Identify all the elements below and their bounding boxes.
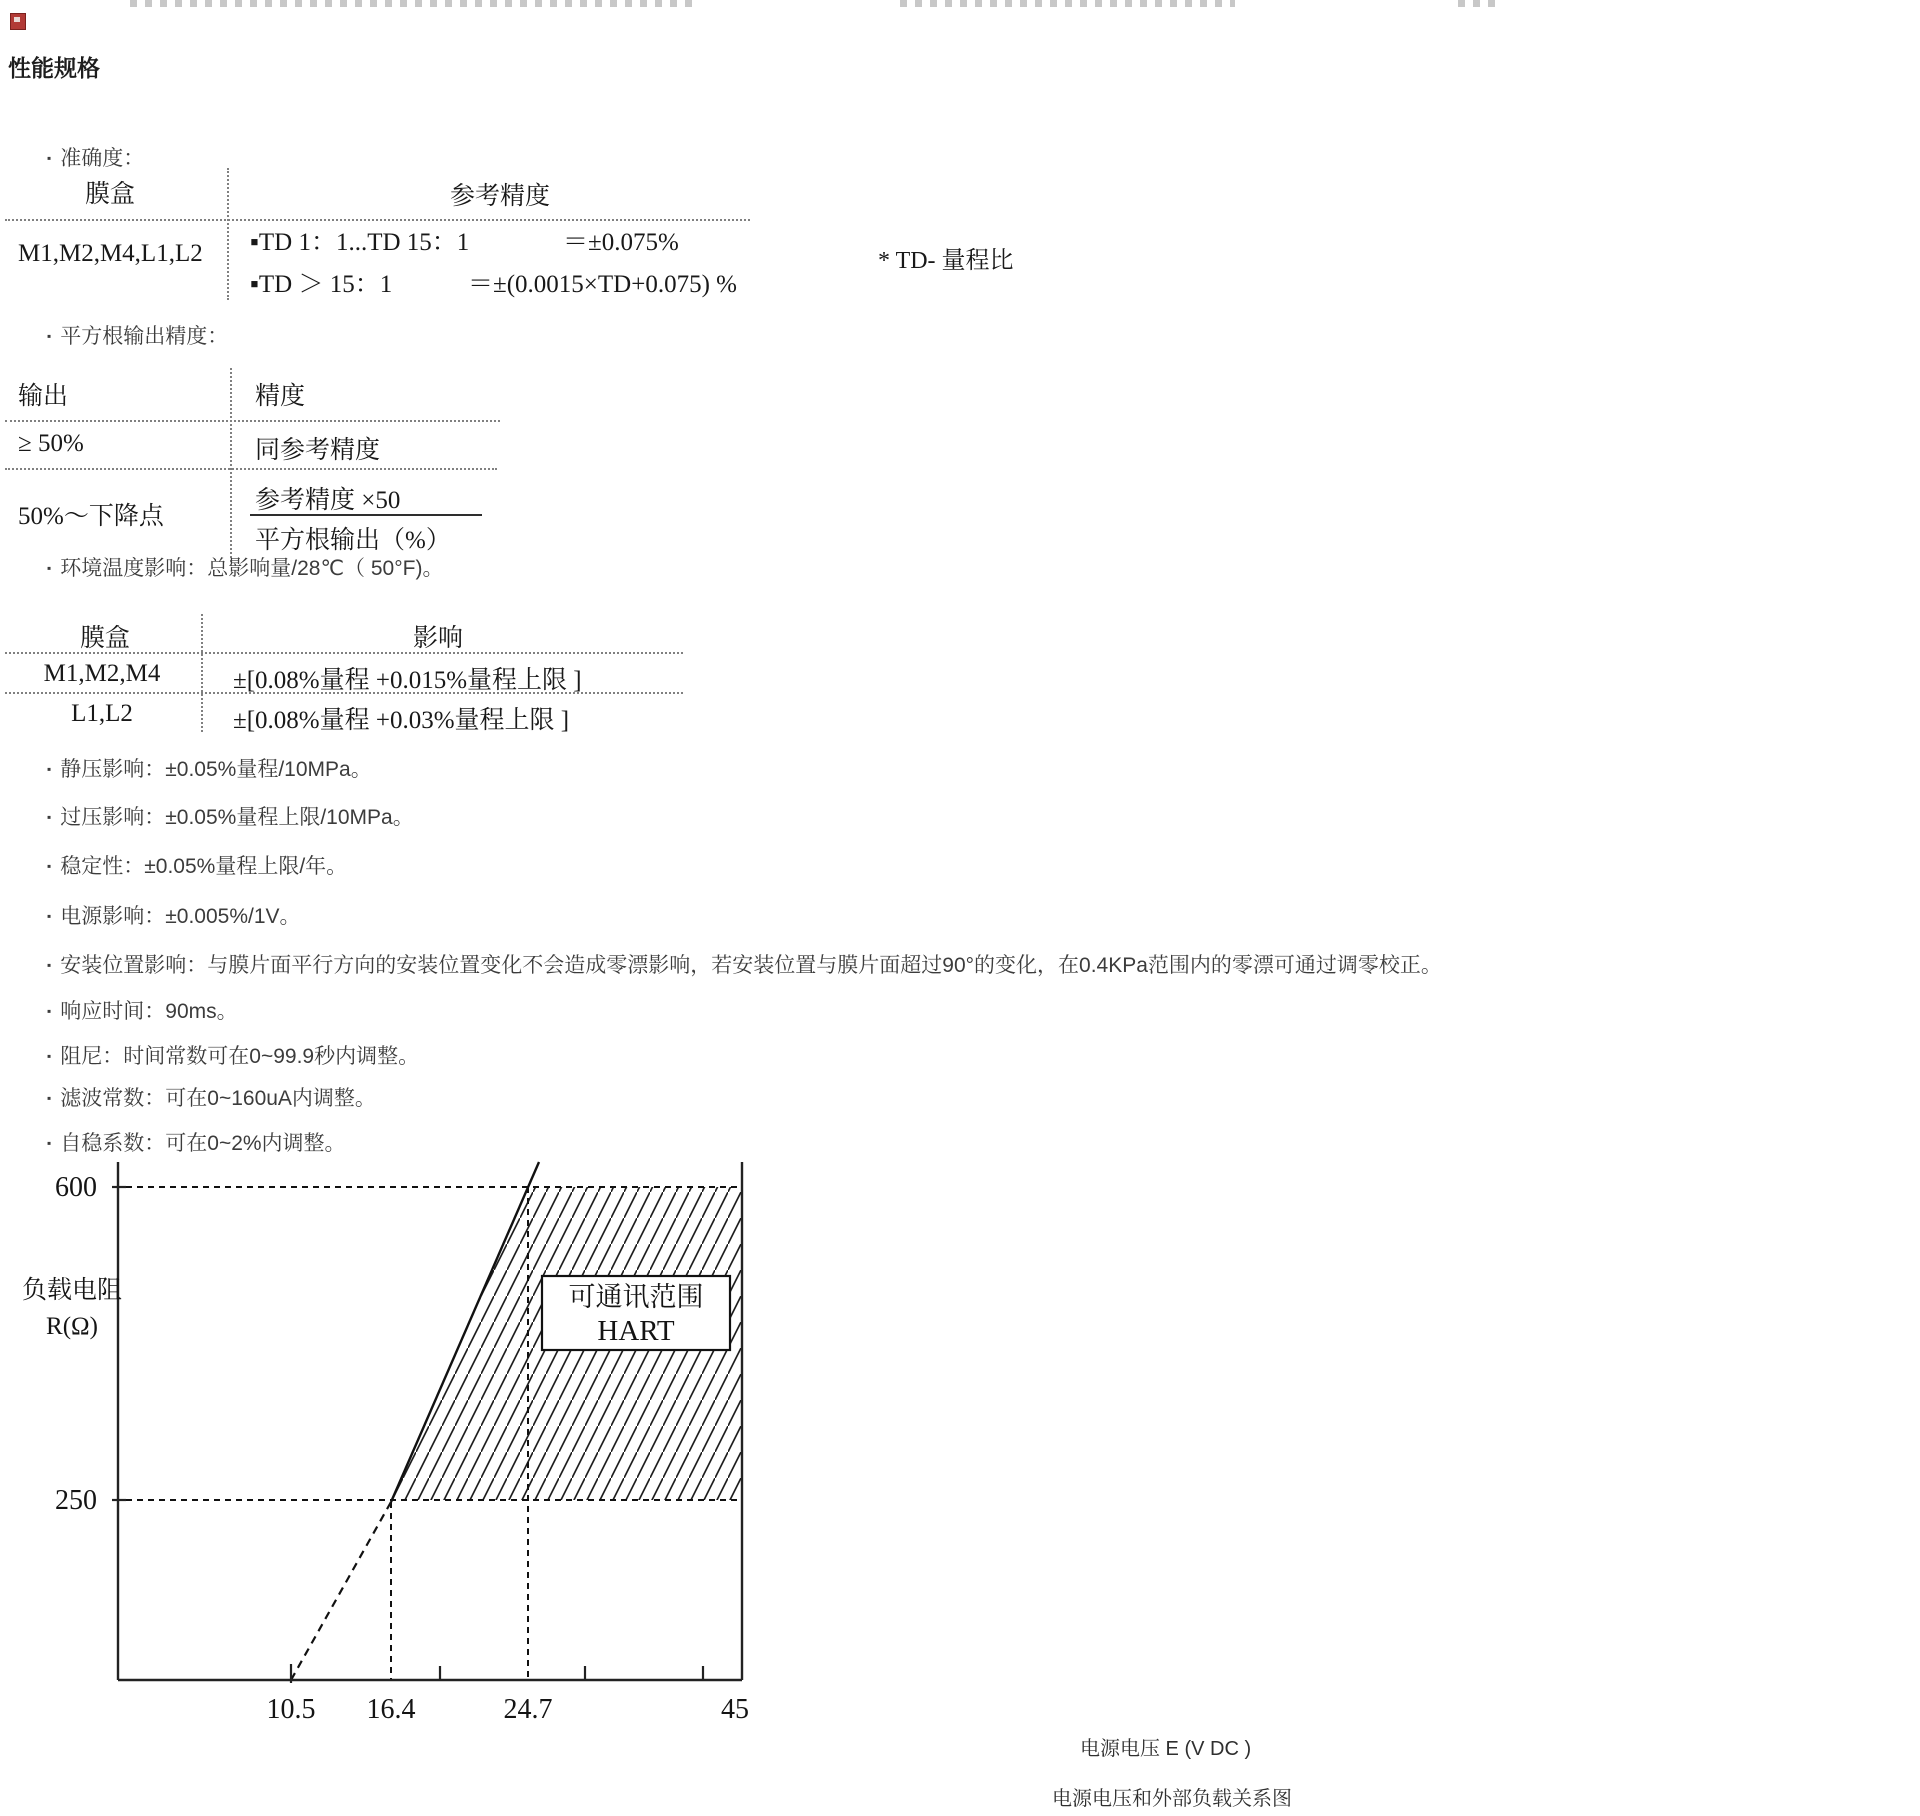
temp-table-rule-2 [5, 692, 683, 694]
sqrt-table-rule-2 [5, 468, 497, 470]
bullet-mounting: ▪ 安装位置影响：与膜片面平行方向的安装位置变化不会造成零漂影响，若安装位置与膜片面超过90°的变化，在0.4KPa范围内的零漂可通过调零校正。 [47, 949, 1442, 979]
bullet-static-pressure: ▪ 静压影响：±0.05%量程/10MPa。 [47, 753, 372, 783]
accuracy-value-1: ＝±0.075% [563, 229, 679, 256]
sqrt-row1-accuracy: 同参考精度 [255, 437, 381, 464]
y-tick-label-600: 600 [55, 1172, 97, 1203]
bullet-power-effect: ▪ 电源影响：±0.005%/1V。 [47, 900, 301, 930]
bullet-sqrt-accuracy: ▪ 平方根输出精度： [47, 320, 228, 350]
bullet-accuracy: ▪ 准确度： [47, 142, 144, 172]
chart-title-caption: 电源电压和外部负载关系图 [1052, 1788, 1292, 1810]
y-axis-title-line2: R(Ω) [46, 1313, 98, 1340]
temp-row-capsule: M1,M2,M4 [43, 660, 161, 687]
bullet-temp-effect: ▪ 环境温度影响：总影响量/28℃（ 50°F)。 [47, 552, 443, 582]
hart-label-line2: HART [597, 1315, 675, 1347]
temp-row-effect: ±[0.08%量程 +0.03%量程上限 ] [233, 707, 570, 734]
temp-table-col2-header: 影响 [412, 625, 463, 652]
bullet-response-time: ▪ 响应时间：90ms。 [47, 995, 238, 1025]
accuracy-value-2: ＝±(0.0015×TD+0.075) % [468, 271, 737, 298]
accuracy-condition-2: ▪TD ＞ 15：1 [250, 271, 393, 298]
page-title: 性能规格 [8, 55, 100, 81]
cropped-text-fragment [900, 0, 1235, 7]
temp-table-divider [201, 614, 203, 732]
temp-row-capsule: L1,L2 [71, 700, 133, 727]
broken-image-icon [10, 13, 26, 30]
x-tick-label-24-7: 24.7 [503, 1694, 553, 1725]
turndown-note: * TD- 量程比 [878, 248, 1014, 274]
accuracy-table-col1-header: 膜盒 [84, 181, 135, 208]
chart-x-axis-caption: 电源电压 E (V DC ) [1080, 1738, 1252, 1760]
bullet-overpressure: ▪ 过压影响：±0.05%量程上限/10MPa。 [47, 801, 414, 831]
sqrt-row2-output: 50%～下降点 [18, 503, 164, 530]
accuracy-table-header-rule [5, 219, 750, 221]
x-tick-label-16-4: 16.4 [366, 1694, 416, 1725]
bullet-stability: ▪ 稳定性：±0.05%量程上限/年。 [47, 850, 347, 880]
bullet-self-stabilization: ▪ 自稳系数：可在0~2%内调整。 [47, 1127, 346, 1157]
x-tick-label-10-5: 10.5 [266, 1694, 316, 1725]
sqrt-table-col1-header: 输出 [18, 383, 69, 410]
accuracy-table-divider [227, 168, 229, 300]
sqrt-table-divider [230, 368, 232, 566]
bullet-damping: ▪ 阻尼：时间常数可在0~99.9秒内调整。 [47, 1040, 419, 1070]
temp-row-effect: ±[0.08%量程 +0.015%量程上限 ] [233, 667, 582, 694]
accuracy-table-col2-header: 参考精度 [449, 183, 550, 210]
boundary-dashed-segment [291, 1502, 391, 1680]
accuracy-condition-1: ▪TD 1：1...TD 15：1 [250, 229, 470, 256]
y-axis-title-line1: 负载电阻 [21, 1277, 123, 1304]
sqrt-row2-numerator: 参考精度 ×50 [255, 487, 401, 514]
x-tick-label-45: 45 [721, 1694, 749, 1725]
temp-table-rule-1 [5, 652, 683, 654]
y-tick-label-250: 250 [55, 1485, 97, 1516]
sqrt-table-col2-header: 精度 [255, 383, 306, 410]
temp-table-col1-header: 膜盒 [79, 625, 130, 652]
bullet-filter-constant: ▪ 滤波常数：可在0~160uA内调整。 [47, 1082, 376, 1112]
sqrt-table-rule-1 [5, 420, 500, 422]
sqrt-row1-output: ≥ 50% [18, 430, 84, 457]
cropped-text-fragment [1458, 0, 1500, 7]
cropped-text-fragment [130, 0, 700, 7]
sqrt-fraction-bar [250, 514, 482, 516]
load-resistance-chart [0, 1140, 820, 1760]
sqrt-row2-denominator: 平方根输出（%） [255, 527, 451, 554]
hart-label-line1: 可通讯范围 [568, 1282, 704, 1312]
accuracy-table-capsule-cell: M1,M2,M4,L1,L2 [18, 240, 203, 267]
